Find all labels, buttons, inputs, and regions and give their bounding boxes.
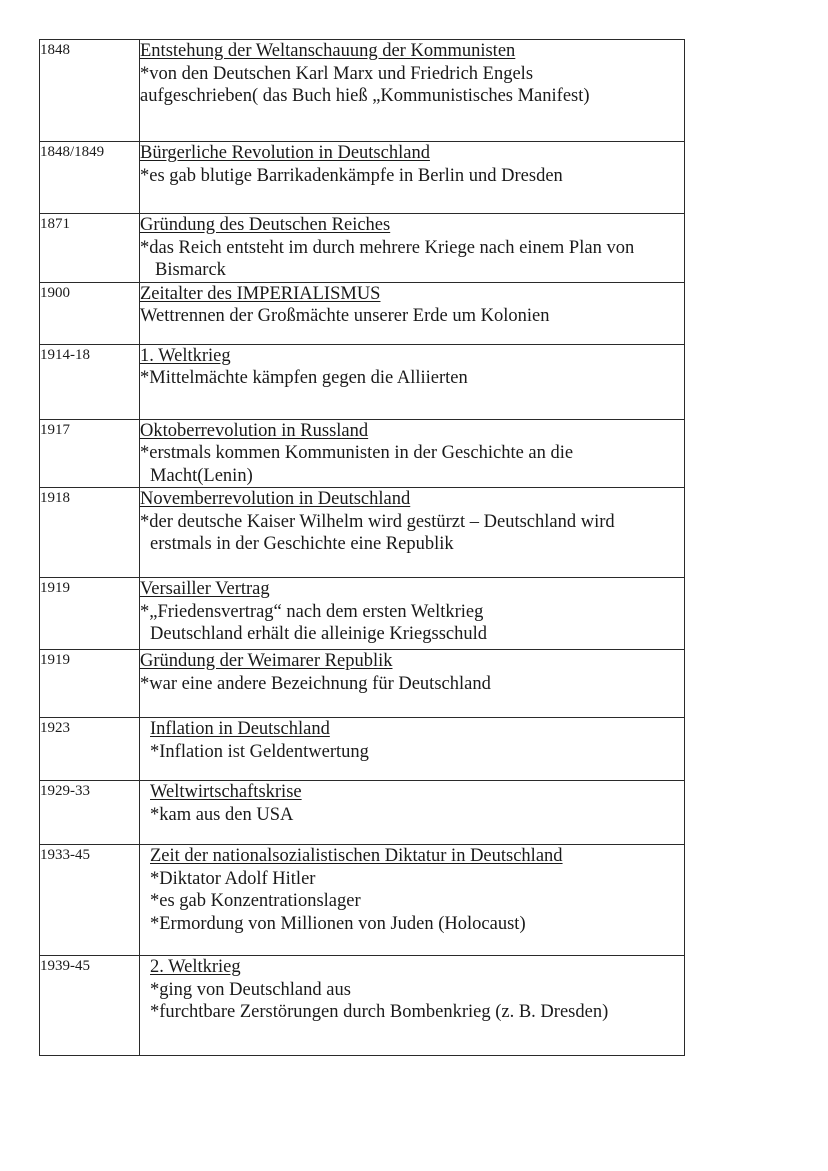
year-cell: 1933-45 — [40, 845, 140, 956]
timeline-row — [40, 282, 685, 344]
event-detail: *erstmals kommen Kommunisten in der Geschichte an die — [140, 443, 574, 463]
event-detail: *von den Deutschen Karl Marx und Friedrich Engels — [140, 63, 534, 84]
year-cell: 1919 — [40, 578, 140, 650]
event-cell — [140, 956, 685, 1056]
timeline-row — [40, 650, 685, 718]
year-cell: 1900 — [40, 282, 140, 344]
event-cell — [140, 845, 685, 956]
event-title: 2. Weltkrieg — [150, 957, 241, 977]
event-detail: *ging von Deutschland aus — [150, 979, 351, 1000]
year-cell: 1871 — [40, 214, 140, 283]
event-cell — [140, 344, 685, 419]
event-detail: Wettrennen der Großmächte unserer Erde um Kolonien — [140, 306, 550, 326]
year-cell: 1929-33 — [40, 781, 140, 845]
timeline-row — [40, 956, 685, 1056]
event-detail: erstmals in der Geschichte eine Republik — [150, 534, 454, 554]
timeline-row — [40, 344, 685, 419]
event-title: Gründung des Deutschen Reiches — [140, 215, 391, 235]
event-detail: Macht(Lenin) — [150, 465, 253, 486]
event-cell — [140, 214, 685, 283]
event-cell — [140, 419, 685, 488]
timeline-row — [40, 488, 685, 578]
timeline-row — [40, 40, 685, 142]
timeline-row — [40, 781, 685, 845]
event-detail: aufgeschrieben( das Buch hieß „Kommunistisches Manifest) — [140, 86, 590, 106]
year-cell: 1923 — [40, 718, 140, 781]
event-title: Inflation in Deutschland — [150, 719, 330, 739]
event-detail: *es gab Konzentrationslager — [150, 891, 361, 911]
event-title: Zeitalter des IMPERIALISMUS — [140, 283, 381, 304]
year-cell: 1914-18 — [40, 344, 140, 419]
event-cell — [140, 488, 685, 578]
event-title: 1. Weltkrieg — [140, 345, 231, 366]
timeline-row — [40, 718, 685, 781]
event-detail: *„Friedensvertrag“ nach dem ersten Weltkrieg — [140, 601, 484, 622]
event-detail: Deutschland erhält die alleinige Kriegsschuld — [150, 624, 488, 644]
timeline-row — [40, 578, 685, 650]
event-detail: *kam aus den USA — [150, 804, 294, 825]
event-detail: *war eine andere Bezeichnung für Deutschland — [140, 673, 491, 694]
event-detail: *Diktator Adolf Hitler — [150, 868, 316, 889]
year-cell: 1848 — [40, 40, 140, 142]
event-cell — [140, 578, 685, 650]
event-cell — [140, 781, 685, 845]
event-title: Oktoberrevolution in Russland — [140, 420, 369, 441]
event-detail: *Ermordung von Millionen von Juden (Holocaust) — [150, 913, 526, 934]
event-detail: *das Reich entsteht im durch mehrere Kriege nach einem Plan von — [140, 237, 635, 258]
timeline-row — [40, 142, 685, 214]
timeline-row — [40, 214, 685, 283]
event-title: Gründung der Weimarer Republik — [140, 651, 393, 671]
event-cell — [140, 650, 685, 718]
event-detail: Bismarck — [155, 260, 226, 280]
event-title: Weltwirtschaftskrise — [150, 782, 302, 802]
event-title: Entstehung der Weltanschauung der Kommunisten — [140, 41, 516, 61]
year-cell: 1919 — [40, 650, 140, 718]
year-cell: 1939-45 — [40, 956, 140, 1056]
event-cell — [140, 282, 685, 344]
event-detail: *es gab blutige Barrikadenkämpfe in Berlin und Dresden — [140, 165, 563, 186]
event-cell — [140, 40, 685, 142]
year-cell: 1848/1849 — [40, 142, 140, 214]
year-cell: 1917 — [40, 419, 140, 488]
event-title: Novemberrevolution in Deutschland — [140, 489, 411, 509]
event-detail: *der deutsche Kaiser Wilhelm wird gestürzt – Deutschland wird — [140, 511, 615, 532]
event-title: Versailler Vertrag — [140, 579, 270, 599]
event-detail: *Mittelmächte kämpfen gegen die Alliierten — [140, 368, 468, 388]
timeline-row — [40, 419, 685, 488]
event-detail: *furchtbare Zerstörungen durch Bombenkrieg (z. B. Dresden) — [150, 1002, 609, 1022]
history-timeline-table — [39, 39, 685, 1056]
year-cell: 1918 — [40, 488, 140, 578]
event-title: Bürgerliche Revolution in Deutschland — [140, 143, 430, 163]
event-title: Zeit der nationalsozialistischen Diktatur in Deutschland — [150, 846, 563, 866]
event-detail: *Inflation ist Geldentwertung — [150, 741, 369, 762]
timeline-row — [40, 845, 685, 956]
event-cell — [140, 718, 685, 781]
event-cell — [140, 142, 685, 214]
